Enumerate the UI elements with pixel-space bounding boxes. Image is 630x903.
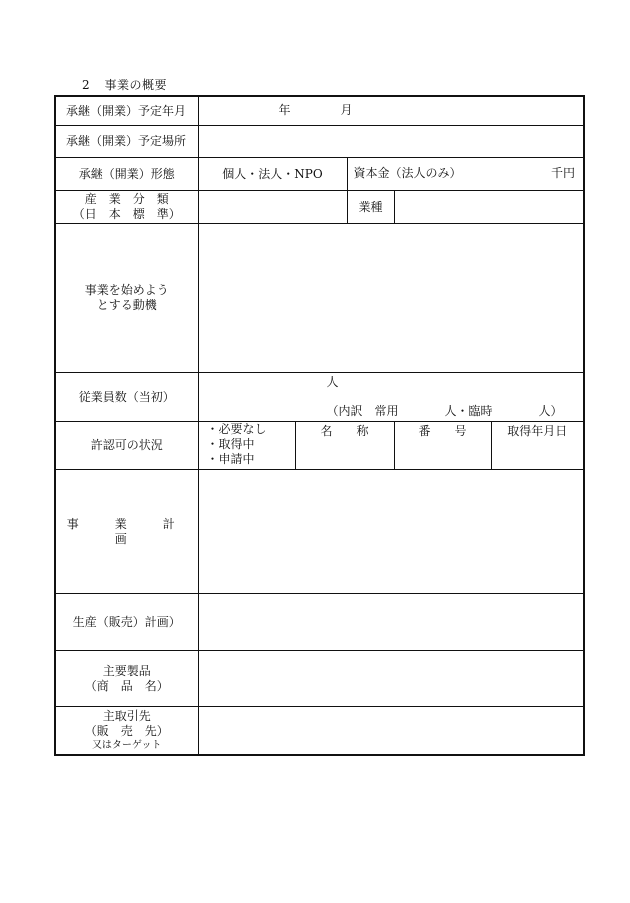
planned-place-label: 承継（開業）予定場所 bbox=[55, 126, 198, 158]
section-title: 事業の概要 bbox=[104, 78, 167, 92]
row-industry bbox=[55, 191, 584, 224]
row-production-plan bbox=[55, 594, 584, 651]
motive-label-line1: 事業を始めよう bbox=[84, 283, 169, 297]
permit-number-column[interactable]: 番 号 bbox=[394, 422, 491, 470]
permit-status-options[interactable] bbox=[198, 422, 295, 470]
row-main-products bbox=[55, 651, 584, 707]
industry-field[interactable] bbox=[198, 191, 347, 224]
capital-field[interactable] bbox=[347, 158, 584, 191]
permit-option-applying[interactable]: ・申請中 bbox=[206, 452, 255, 466]
planned-date-label: 承継（開業）予定年月 bbox=[55, 96, 198, 126]
section-heading bbox=[82, 76, 167, 93]
business-plan-label: 事 業 計 画 bbox=[55, 470, 198, 594]
permits-label: 許認可の状況 bbox=[55, 422, 198, 470]
employees-field[interactable] bbox=[198, 373, 584, 422]
regular-unit: 人・臨時 bbox=[444, 404, 493, 418]
main-products-field[interactable] bbox=[198, 651, 584, 707]
row-business-form bbox=[55, 158, 584, 191]
row-permits bbox=[55, 422, 584, 470]
year-unit: 年 bbox=[278, 103, 291, 117]
capital-label: 資本金（法人のみ） bbox=[353, 166, 462, 180]
business-form-options[interactable]: 個人・法人・NPO bbox=[198, 158, 347, 191]
row-employees bbox=[55, 373, 584, 422]
permit-date-column[interactable]: 取得年月日 bbox=[491, 422, 584, 470]
row-business-plan bbox=[55, 470, 584, 594]
motive-label-line2: とする動機 bbox=[96, 298, 157, 312]
business-overview-form bbox=[54, 95, 585, 756]
industry-label-line1: 産 業 分 類 bbox=[84, 192, 169, 206]
motive-field[interactable] bbox=[198, 224, 584, 373]
main-clients-label-line2: （販 売 先） bbox=[84, 723, 169, 738]
type-field[interactable] bbox=[394, 191, 584, 224]
permit-option-not-required[interactable]: ・必要なし bbox=[206, 422, 267, 436]
temp-unit: 人） bbox=[538, 404, 563, 418]
capital-unit: 千円 bbox=[551, 166, 576, 180]
breakdown-open: （内訳 常用 bbox=[326, 404, 399, 418]
main-clients-field[interactable] bbox=[198, 707, 584, 755]
main-clients-label-line3: 又はターゲット bbox=[91, 739, 162, 751]
main-clients-label-line1: 主取引先 bbox=[102, 708, 151, 723]
production-plan-label: 生産（販売）計画） bbox=[55, 594, 198, 651]
production-plan-field[interactable] bbox=[198, 594, 584, 651]
employees-unit: 人 bbox=[326, 375, 339, 389]
row-motive bbox=[55, 224, 584, 373]
industry-label bbox=[55, 191, 198, 224]
business-form-label: 承継（開業）形態 bbox=[55, 158, 198, 191]
permit-name-column[interactable]: 名 称 bbox=[295, 422, 394, 470]
row-planned-place bbox=[55, 126, 584, 158]
permit-option-acquiring[interactable]: ・取得中 bbox=[206, 437, 255, 451]
type-label: 業種 bbox=[347, 191, 394, 224]
planned-date-field[interactable] bbox=[198, 96, 584, 126]
main-products-label bbox=[55, 651, 198, 707]
main-clients-label bbox=[55, 707, 198, 755]
planned-place-field[interactable] bbox=[198, 126, 584, 158]
business-plan-field[interactable] bbox=[198, 470, 584, 594]
industry-label-line2: （日 本 標 準） bbox=[72, 207, 181, 221]
row-main-clients bbox=[55, 707, 584, 755]
main-products-label-line1: 主要製品 bbox=[102, 663, 151, 678]
row-planned-date bbox=[55, 96, 584, 126]
main-products-label-line2: （商 品 名） bbox=[84, 678, 169, 693]
motive-label bbox=[55, 224, 198, 373]
month-unit: 月 bbox=[340, 103, 353, 117]
employees-label: 従業員数（当初） bbox=[55, 373, 198, 422]
section-number: 2 bbox=[82, 78, 91, 92]
